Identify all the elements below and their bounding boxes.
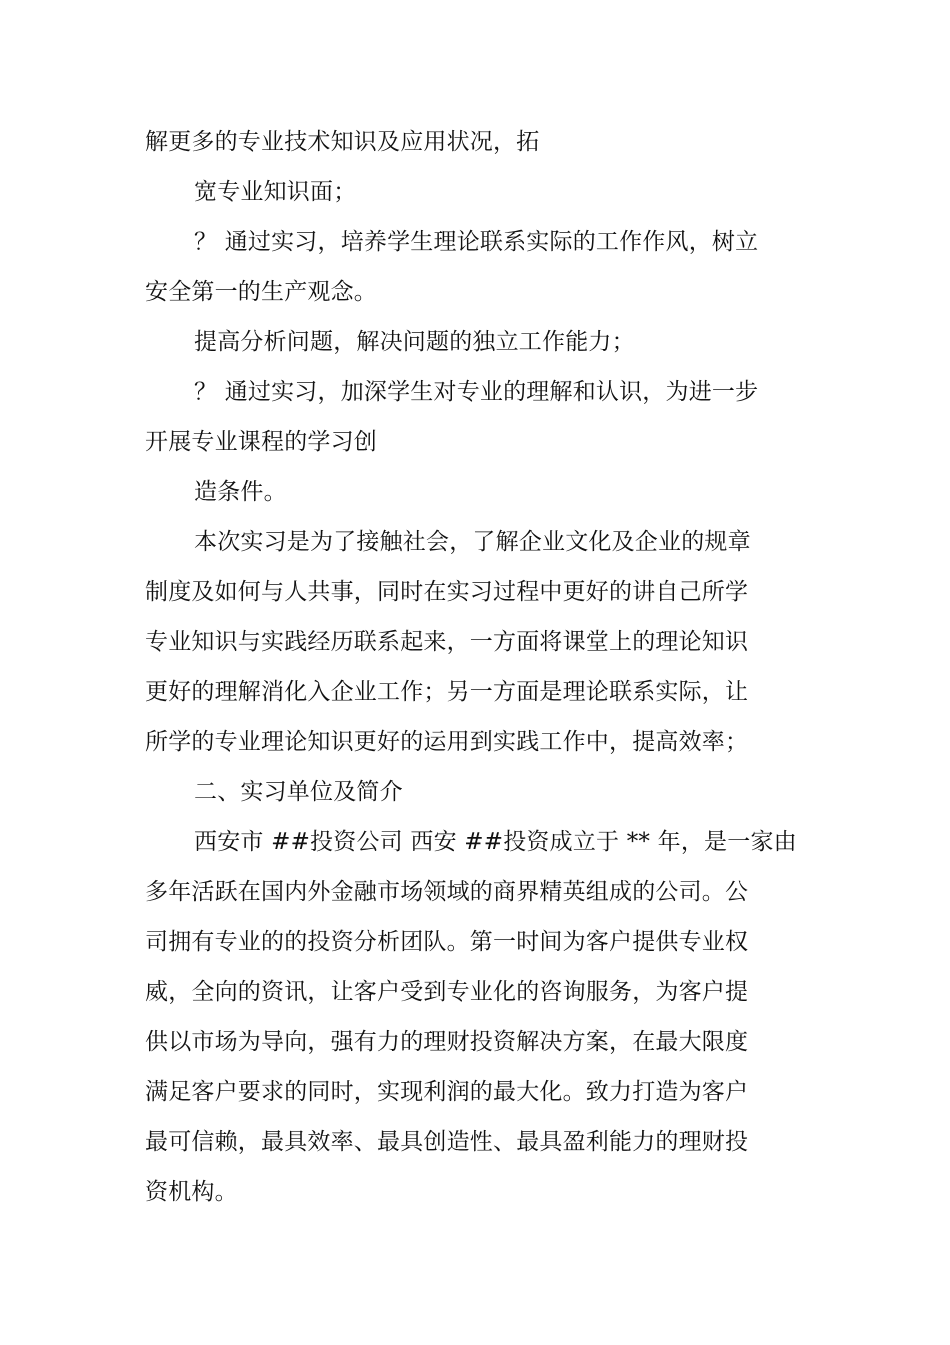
text-line-7: 开展专业课程的学习创 [145, 429, 377, 455]
text-line-10: 制度及如何与人共事，同时在实习过程中更好的讲自己所学 [145, 579, 749, 605]
text-line-20: 满足客户要求的同时，实现利润的最大化。致力打造为客户 [145, 1079, 749, 1105]
text-line-3: ？ 通过实习，培养学生理论联系实际的工作作风，树立 [194, 229, 759, 255]
text-line-19: 供以市场为导向，强有力的理财投资解决方案，在最大限度 [145, 1029, 749, 1055]
text-line-5: 提高分析问题，解决问题的独立工作能力； [194, 329, 635, 355]
text-line-4: 安全第一的生产观念。 [145, 279, 377, 305]
text-line-2: 宽专业知识面； [194, 179, 357, 205]
text-line-11: 专业知识与实践经历联系起来，一方面将课堂上的理论知识 [145, 629, 749, 655]
text-line-6: ？ 通过实习，加深学生对专业的理解和认识，为进一步 [194, 379, 759, 405]
text-line-9: 本次实习是为了接触社会，了解企业文化及企业的规章 [194, 529, 751, 555]
text-line-18: 威，全向的资讯，让客户受到专业化的咨询服务，为客户提 [145, 979, 749, 1005]
text-line-21: 最可信赖，最具效率、最具创造性、最具盈利能力的理财投 [145, 1129, 749, 1155]
text-line-13: 所学的专业理论知识更好的运用到实践工作中，提高效率； [145, 729, 749, 755]
section-heading: 二、实习单位及简介 [194, 779, 403, 805]
text-line-17: 司拥有专业的的投资分析团队。第一时间为客户提供专业权 [145, 929, 749, 955]
text-line-12: 更好的理解消化入企业工作；另一方面是理论联系实际，让 [145, 679, 749, 705]
text-line-16: 多年活跃在国内外金融市场领域的商界精英组成的公司。公 [145, 879, 749, 905]
text-line-22: 资机构。 [145, 1179, 238, 1205]
text-line-8: 造条件。 [194, 479, 287, 505]
text-line-1: 解更多的专业技术知识及应用状况，拓 [145, 129, 540, 155]
text-line-15: 西安市 ##投资公司 西安 ##投资成立于 ** 年，是一家由 [194, 829, 797, 855]
